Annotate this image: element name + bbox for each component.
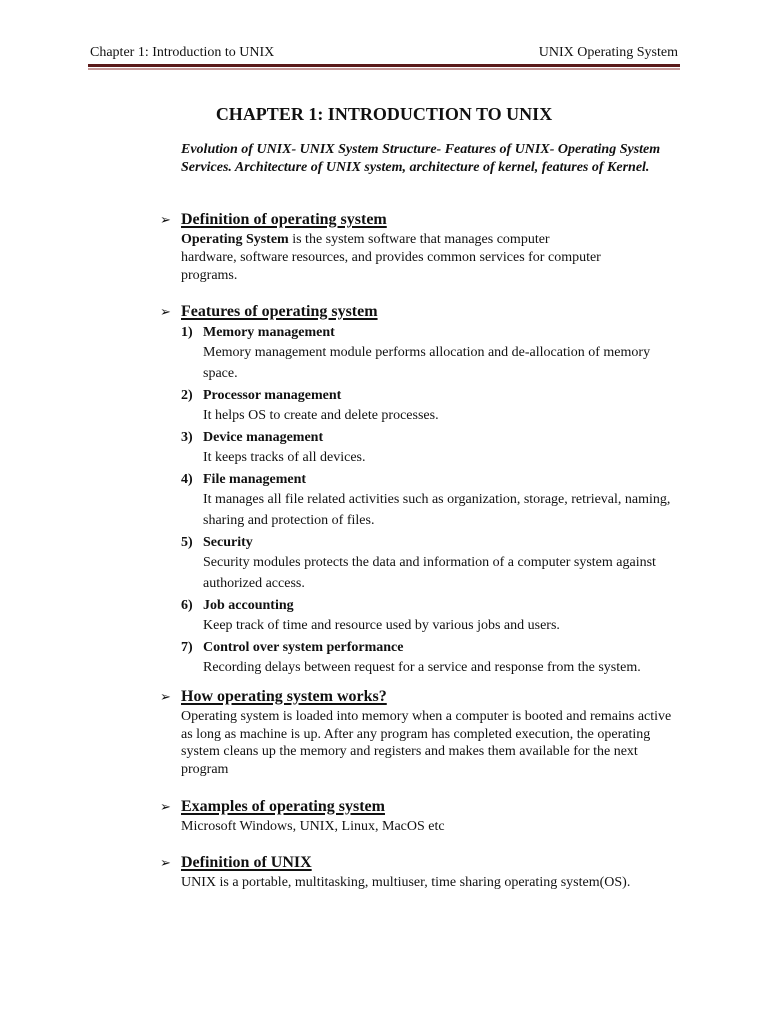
feature-description: Memory management module performs allocation and de-allocation of memory space. — [203, 345, 651, 381]
section-definition-os — [160, 211, 685, 285]
arrow-bullet-icon: ➢ — [160, 212, 171, 227]
section-how-os-works — [160, 688, 685, 778]
term-operating-system: Operating System — [181, 232, 289, 247]
section-body: UNIX is a portable, multitasking, multiuser, time sharing operating system(OS). — [181, 875, 631, 890]
section-heading — [160, 211, 685, 231]
section-body: Microsoft Windows, UNIX, Linux, MacOS etc — [181, 819, 445, 834]
feature-heading — [181, 428, 685, 447]
feature-description: Recording delays between request for a service and response from the system. — [203, 660, 641, 675]
feature-description: It manages all file related activities such as organization, storage, retrieval, naming, sharing and protection of files. — [203, 492, 671, 528]
chapter-subtitle: Evolution of UNIX- UNIX System Structure- Features of UNIX- Operating System Services. Architecture of UNIX system, architecture of kernel, features of Kernel. — [181, 142, 661, 175]
feature-description: It helps OS to create and delete processes. — [203, 408, 439, 423]
feature-number: 2) — [181, 388, 193, 403]
chapter-title: CHAPTER 1: INTRODUCTION TO UNIX — [215, 104, 553, 124]
feature-item — [181, 638, 685, 678]
section-body: Operating system is loaded into memory when a computer is booted and remains active as long as machine is up. After any program has completed execution, the operating system cleans up the memory and registers and makes them available for the next program — [181, 709, 672, 777]
feature-list — [181, 323, 685, 678]
feature-heading — [181, 533, 685, 552]
feature-name: File management — [203, 472, 307, 487]
feature-name: Control over system performance — [203, 640, 404, 655]
section-title: Features of operating system — [181, 303, 378, 320]
definition-line-1: is the system software that manages computer — [288, 232, 550, 247]
header-rule — [88, 64, 680, 67]
arrow-bullet-icon: ➢ — [160, 689, 171, 704]
section-body — [181, 231, 685, 285]
feature-number: 5) — [181, 535, 193, 550]
section-title: Examples of operating system — [181, 798, 385, 815]
arrow-bullet-icon: ➢ — [160, 855, 171, 870]
feature-description: It keeps tracks of all devices. — [203, 450, 366, 465]
feature-name: Job accounting — [203, 598, 294, 613]
section-definition-unix — [160, 854, 685, 892]
feature-item — [181, 323, 685, 384]
feature-item — [181, 470, 685, 531]
feature-description: Security modules protects the data and information of a computer system against authorized access. — [203, 555, 656, 591]
feature-heading — [181, 638, 685, 657]
section-examples — [160, 798, 685, 836]
feature-item — [181, 428, 685, 468]
feature-heading — [181, 596, 685, 615]
feature-item — [181, 386, 685, 426]
section-heading — [160, 854, 685, 874]
feature-number: 7) — [181, 640, 193, 655]
definition-line-2: hardware, software resources, and provides common services for computer programs. — [181, 250, 601, 283]
section-heading — [160, 798, 685, 818]
feature-number: 6) — [181, 598, 193, 613]
running-header — [90, 44, 678, 62]
header-chapter-label: Chapter 1: Introduction to UNIX — [90, 45, 275, 60]
feature-heading — [181, 470, 685, 489]
feature-heading — [181, 323, 685, 342]
feature-heading — [181, 386, 685, 405]
section-title: How operating system works? — [181, 688, 387, 705]
feature-name: Security — [203, 535, 253, 550]
feature-description: Keep track of time and resource used by various jobs and users. — [203, 618, 560, 633]
header-rule-shadow — [88, 68, 680, 70]
feature-number: 4) — [181, 472, 193, 487]
section-title: Definition of operating system — [181, 211, 387, 228]
feature-name: Processor management — [203, 388, 342, 403]
feature-item — [181, 596, 685, 636]
feature-number: 1) — [181, 325, 193, 340]
feature-number: 3) — [181, 430, 193, 445]
section-title: Definition of UNIX — [181, 854, 312, 871]
section-heading — [160, 303, 685, 323]
feature-name: Device management — [203, 430, 324, 445]
arrow-bullet-icon: ➢ — [160, 799, 171, 814]
section-features — [160, 303, 685, 680]
section-heading — [160, 688, 685, 708]
header-book-label: UNIX Operating System — [538, 45, 678, 60]
feature-item — [181, 533, 685, 594]
feature-name: Memory management — [203, 325, 335, 340]
arrow-bullet-icon: ➢ — [160, 304, 171, 319]
